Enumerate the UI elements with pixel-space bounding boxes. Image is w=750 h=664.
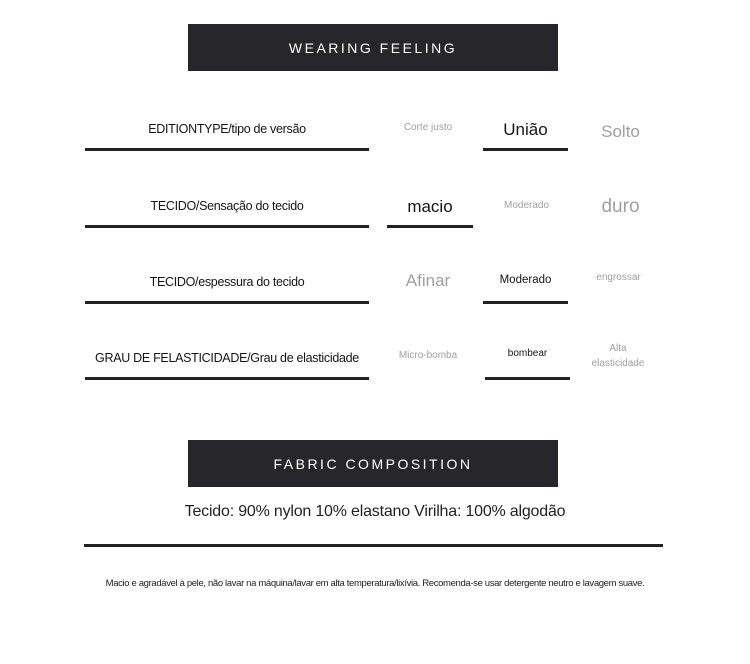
option-micro-bomba: Micro-bomba — [398, 350, 458, 361]
option-corte-justo: Corte justo — [403, 122, 453, 133]
fabric-composition-banner — [188, 440, 558, 487]
option-afinar: Afinar — [405, 271, 451, 290]
option-moderado-selected: Moderado — [499, 274, 552, 286]
wearing-feeling-title: WEARING FEELING — [288, 39, 458, 56]
selected-underline — [483, 148, 568, 151]
option-solto: Solto — [601, 122, 640, 141]
option-alta-elasticidade: Alta elasticidade — [591, 343, 645, 369]
option-macio-selected: macio — [407, 197, 453, 216]
option-duro: duro — [601, 196, 640, 217]
feeling-row-fabric-feel — [0, 187, 750, 247]
fabric-composition-title: FABRIC COMPOSITION — [273, 455, 473, 472]
feeling-row-label: TECIDO/espessura do tecido — [149, 275, 305, 289]
feeling-row-label: EDITIONTYPE/tipo de versão — [148, 122, 306, 136]
composition-divider — [84, 544, 663, 547]
label-underline — [85, 377, 369, 380]
label-underline — [85, 225, 369, 228]
option-bombear-selected: bombear — [507, 348, 548, 359]
label-underline — [85, 301, 369, 304]
feeling-row-label: GRAU DE FELASTICIDADE/Grau de elasticidade — [95, 351, 359, 365]
option-moderado: Moderado — [503, 200, 550, 211]
option-uniao-selected: União — [503, 120, 548, 139]
wearing-feeling-banner — [188, 24, 558, 71]
label-underline — [85, 148, 369, 151]
care-note: Macio e agradável à pele, não lavar na máquina/lavar em alta temperatura/lixívia. Recomenda-se usar detergente neutro e lavagem suave. — [105, 578, 645, 589]
option-engrossar: engrossar — [596, 272, 641, 283]
selected-underline — [485, 377, 570, 380]
selected-underline — [387, 225, 473, 228]
feeling-row-label: TECIDO/Sensação do tecido — [150, 199, 304, 213]
selected-underline — [483, 301, 568, 304]
feeling-row-fabric-thickness — [0, 263, 750, 323]
feeling-row-elasticity — [0, 339, 750, 399]
composition-text: Tecido: 90% nylon 10% elastano Virilha: 100% algodão — [184, 503, 566, 520]
feeling-row-edition-type — [0, 110, 750, 170]
